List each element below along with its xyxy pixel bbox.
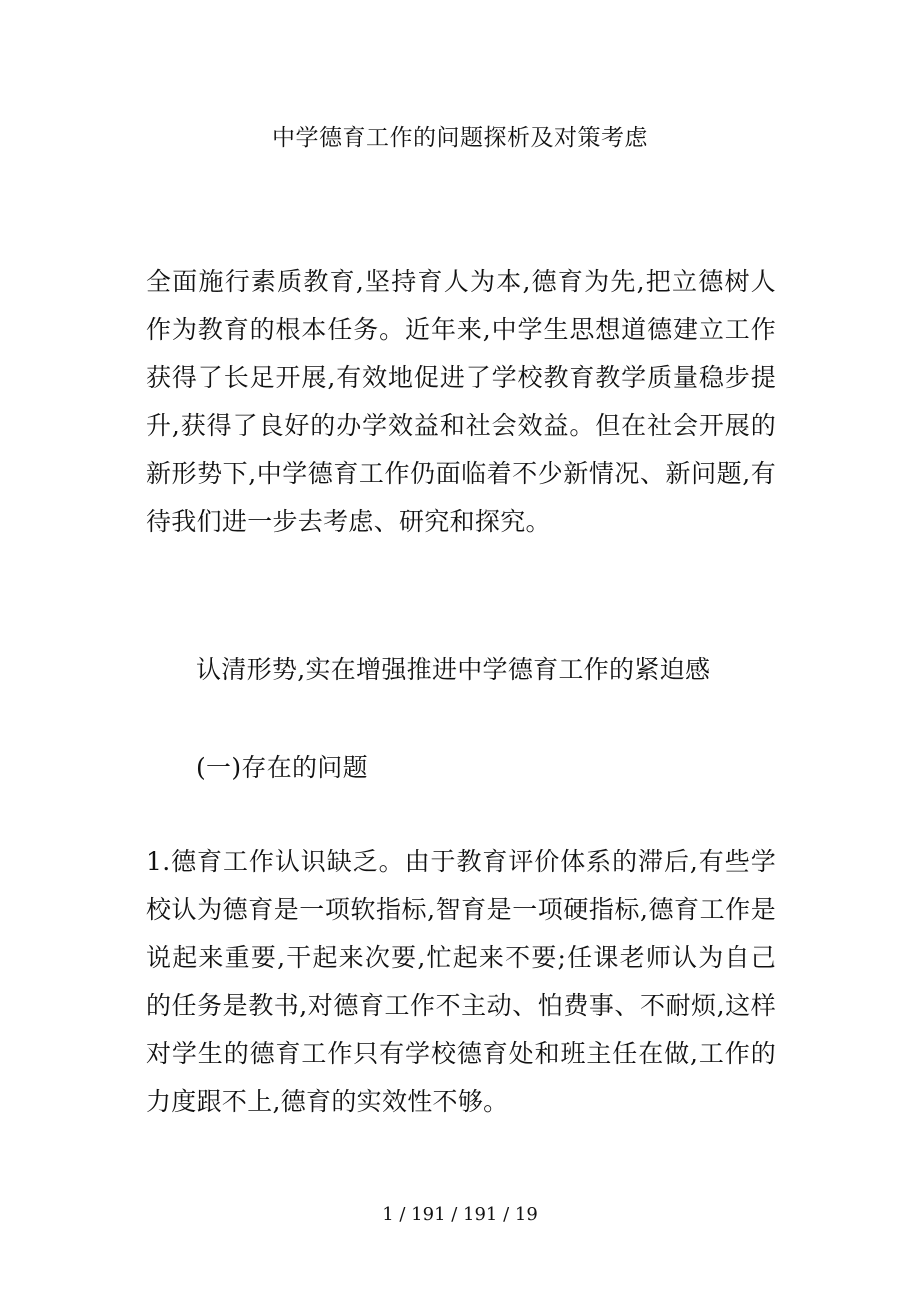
intro-paragraph: 全面施行素质教育,坚持育人为本,德育为先,把立德树人作为教育的根本任务。近年来,中学生思想道德建立工作获得了长足开展,有效地促进了学校教育教学质量稳步提升,获得了良好的办学效益和社会效益。但在社会开展的新形势下,中学德育工作仍面临着不少新情况、新问题,有待我们进一步去考虑、研究和探究。 bbox=[146, 267, 776, 536]
item-1-paragraph: 1.德育工作认识缺乏。由于教育评价体系的滞后,有些学校认为德育是一项软指标,智育是一项硬指标,德育工作是说起来重要,干起来次要,忙起来不要;任课老师认为自己的任务是教书,对德育工作不主动、怕费事、不耐烦,这样对学生的德育工作只有学校德育处和班主任在做,工作的力度跟不上,德育的实效性不够。 bbox=[146, 847, 776, 1116]
page-indicator: 1 / 191 / 191 / 19 bbox=[382, 1204, 538, 1225]
section-heading: 认清形势,实在增强推进中学德育工作的紧迫感 bbox=[196, 655, 711, 684]
document-title: 中学德育工作的问题探析及对策考虑 bbox=[272, 125, 648, 151]
subsection-heading: (一)存在的问题 bbox=[196, 753, 368, 782]
